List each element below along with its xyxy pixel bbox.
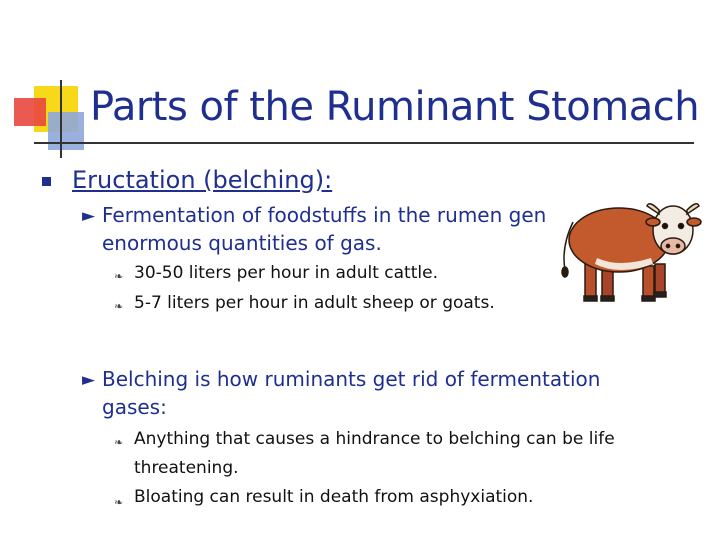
decor-red-square (14, 98, 46, 126)
heading-eructation: Eructation (belching): (72, 166, 333, 194)
subpoint-bloating: Bloating can result in death from asphyxiation. (134, 487, 534, 507)
point-2-line-1: Belching is how ruminants get rid of fermentation (102, 367, 601, 391)
point-1-line-2: enormous quantities of gas. (102, 231, 382, 255)
arrow-bullet-icon: ► (82, 370, 96, 390)
point-1-line-1: Fermentation of foodstuffs in the rumen gen (102, 203, 547, 227)
slide-title: Parts of the Ruminant Stomach (90, 84, 700, 130)
leaf-bullet-icon: ❧ (114, 496, 124, 509)
subpoint-sheep-goats: 5-7 liters per hour in adult sheep or goats. (134, 293, 495, 313)
point-2-line-2: gases: (102, 395, 167, 419)
subpoint-hindrance: Anything that causes a hindrance to belching can be life (134, 429, 615, 449)
arrow-bullet-icon: ► (82, 206, 96, 226)
decor-vertical-line (60, 80, 62, 158)
cow-illustration (555, 192, 705, 312)
leaf-bullet-icon: ❧ (114, 270, 124, 283)
square-bullet-icon (42, 177, 51, 186)
subpoint-hindrance-cont: threatening. (134, 458, 239, 478)
leaf-bullet-icon: ❧ (114, 300, 124, 313)
decor-blue-square (48, 112, 84, 150)
title-underline-rule (34, 142, 694, 144)
leaf-bullet-icon: ❧ (114, 436, 124, 449)
subpoint-cattle: 30-50 liters per hour in adult cattle. (134, 263, 438, 283)
